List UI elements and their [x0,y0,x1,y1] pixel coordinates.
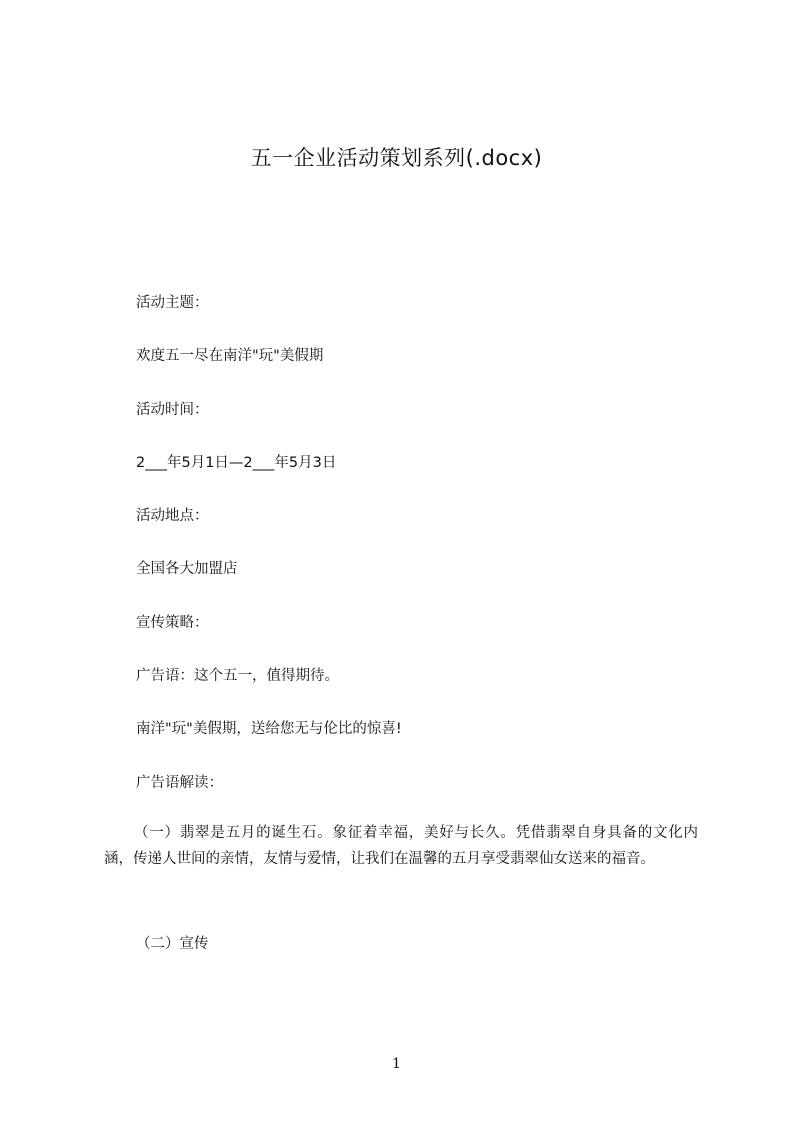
paragraph-activity-location-label: 活动地点： [136,508,209,524]
paragraph-activity-time: 2___年5月1日—2___年5月3日 [136,455,337,471]
paragraph-slogan-interpretation-label: 广告语解读： [136,775,223,791]
page-number: 1 [392,1056,401,1072]
paragraph-slogan: 广告语：这个五一，值得期待。 [136,668,339,684]
paragraph-activity-theme: 欢度五一尽在南洋"玩"美假期 [136,348,324,364]
paragraph-activity-theme-label: 活动主题： [136,295,209,311]
paragraph-promotion-strategy-label: 宣传策略： [136,615,209,631]
paragraph-slogan-line-two: 南洋"玩"美假期，送给您无与伦比的惊喜! [136,721,402,737]
paragraph-activity-time-label: 活动时间： [136,402,209,418]
document-title: 五一企业活动策划系列(.docx) [250,146,543,170]
section-two-heading: （二）宣传 [136,936,209,952]
section-one-paragraph: （一）翡翠是五月的诞生石。象征着幸福，美好与长久。凭借翡翠自身具备的文化内涵，传递人世间的亲情，友情与爱情，让我们在温馨的五月享受翡翠仙女送来的福音。 [104,825,698,867]
paragraph-activity-location: 全国各大加盟店 [136,561,238,577]
